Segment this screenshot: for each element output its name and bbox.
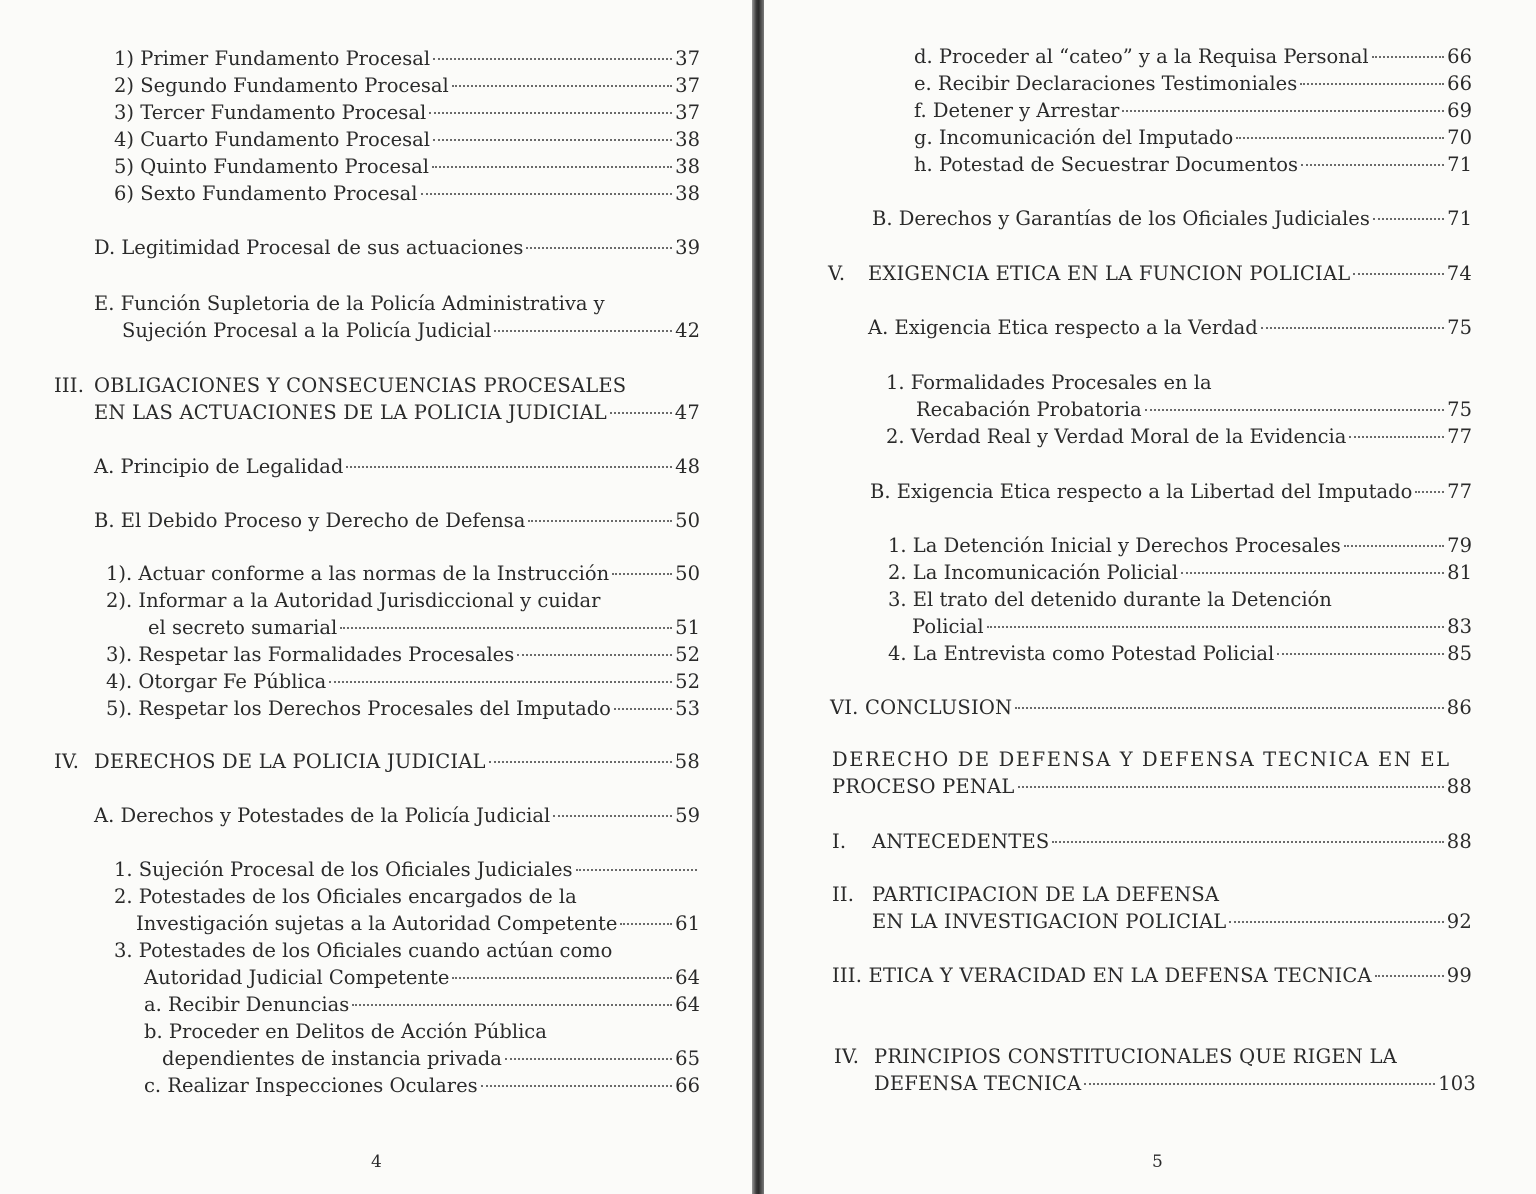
- toc-entry-title: 1. La Detención Inicial y Derechos Procesales: [888, 534, 1341, 557]
- toc-entry-title: PRINCIPIOS CONSTITUCIONALES QUE RIGEN LA: [874, 1045, 1397, 1068]
- toc-page-number: 48: [675, 455, 700, 478]
- toc-page-number: 75: [1447, 398, 1472, 421]
- toc-page-number: 58: [674, 750, 700, 773]
- toc-entry: [870, 478, 1472, 505]
- toc-entry: [54, 372, 626, 399]
- toc-entry-title: PARTICIPACION DE LA DEFENSA: [872, 883, 1220, 906]
- toc-entry-title: d. Proceder al “cateo” y a la Requisa Personal: [914, 45, 1369, 68]
- toc-entry: [888, 640, 1472, 667]
- toc-entry: [122, 317, 700, 344]
- toc-entry: [144, 1072, 700, 1099]
- toc-page-number: 88: [1446, 830, 1472, 853]
- dot-leader: [620, 923, 672, 925]
- toc-entry-title: f. Detener y Arrestar: [914, 99, 1120, 122]
- dot-leader: [433, 58, 672, 60]
- toc-page-number: 81: [1447, 561, 1472, 584]
- toc-page-number: 65: [675, 1047, 700, 1070]
- toc-entry-title-continued: Autoridad Judicial Competente: [144, 966, 450, 989]
- dot-leader: [1300, 83, 1444, 85]
- toc-entry-title-continued: Sujeción Procesal a la Policía Judicial: [122, 319, 492, 342]
- dot-leader: [1301, 164, 1444, 166]
- dot-leader: [576, 869, 698, 871]
- toc-entry-title: 2. La Incomunicación Policial: [888, 561, 1179, 584]
- toc-entry: [868, 314, 1472, 341]
- section-number: I.: [832, 830, 847, 853]
- book-gutter: [752, 0, 764, 1194]
- toc-entry-title: 5). Respetar los Derechos Procesales del Imputado: [106, 697, 611, 720]
- toc-page-number: 61: [675, 912, 700, 935]
- toc-entry-title: 2. Verdad Real y Verdad Moral de la Evidencia: [886, 425, 1347, 448]
- toc-entry: [834, 1043, 1397, 1070]
- dot-leader: [340, 627, 672, 629]
- toc-entry-title: ANTECEDENTES: [872, 830, 1050, 853]
- toc-entry-title: A. Derechos y Potestades de la Policía Judicial: [94, 804, 551, 827]
- dot-leader: [1373, 218, 1444, 220]
- toc-page-number: 52: [675, 643, 700, 666]
- dot-leader: [489, 761, 672, 763]
- toc-entry: [832, 881, 1219, 908]
- toc-entry: [872, 908, 1472, 935]
- toc-entry-title-continued: EN LAS ACTUACIONES DE LA POLICIA JUDICIAL: [94, 401, 607, 424]
- toc-entry-title: e. Recibir Declaraciones Testimoniales: [914, 72, 1298, 95]
- toc-entry: [114, 45, 700, 72]
- toc-page-number: 59: [675, 804, 700, 827]
- toc-page-number: 38: [675, 155, 700, 178]
- dot-leader: [481, 1085, 673, 1087]
- dot-leader: [1415, 491, 1444, 493]
- toc-entry-title: 3. Potestades de los Oficiales cuando actúan como: [114, 939, 613, 962]
- toc-entry-title: 1. Formalidades Procesales en la: [886, 371, 1212, 394]
- toc-page-number: 66: [1447, 72, 1472, 95]
- dot-leader: [1236, 137, 1444, 139]
- toc-page-number: 51: [675, 616, 700, 639]
- dot-leader: [452, 85, 672, 87]
- toc-entry-title-continued: EN LA INVESTIGACION POLICIAL: [872, 910, 1227, 933]
- toc-entry-title: D. Legitimidad Procesal de sus actuaciones: [94, 236, 524, 259]
- toc-entry-title: DERECHO DE DEFENSA Y DEFENSA TECNICA EN EL: [832, 748, 1451, 771]
- toc-entry: [106, 695, 700, 722]
- toc-page-number: 53: [675, 697, 700, 720]
- toc-page-number: 99: [1446, 964, 1472, 987]
- toc-page-number: 38: [675, 182, 700, 205]
- toc-entry: [914, 70, 1472, 97]
- toc-entry-title: 1. Sujeción Procesal de los Oficiales Judiciales: [114, 858, 573, 881]
- toc-entry-title: g. Incomunicación del Imputado: [914, 126, 1234, 149]
- toc-entry: [114, 126, 700, 153]
- toc-entry-title: 3. El trato del detenido durante la Detención: [888, 588, 1332, 611]
- toc-entry-title-continued: Investigación sujetas a la Autoridad Competente: [136, 912, 618, 935]
- toc-entry: [144, 991, 700, 1018]
- right-page: [764, 0, 1536, 1194]
- toc-page-number: 71: [1447, 153, 1472, 176]
- dot-leader: [1181, 572, 1444, 574]
- toc-entry-title: h. Potestad de Secuestrar Documentos: [914, 153, 1299, 176]
- toc-entry: [94, 507, 700, 534]
- toc-page-number: 79: [1447, 534, 1472, 557]
- toc-entry: [914, 43, 1472, 70]
- toc-page-number: 66: [675, 1074, 700, 1097]
- toc-page-number: 70: [1447, 126, 1472, 149]
- toc-page-number: 37: [675, 101, 700, 124]
- toc-entry-title-continued: Policial: [912, 615, 984, 638]
- page-number-left: 4: [371, 1152, 382, 1172]
- dot-leader: [505, 1058, 672, 1060]
- toc-entry-title: b. Proceder en Delitos de Acción Pública: [144, 1020, 547, 1043]
- dot-leader: [433, 139, 672, 141]
- toc-entry-title: B. Exigencia Etica respecto a la Libertad del Imputado: [870, 480, 1413, 503]
- toc-entry: [94, 399, 700, 426]
- toc-entry: [912, 613, 1472, 640]
- dot-leader: [1229, 921, 1443, 923]
- dot-leader: [421, 193, 673, 195]
- toc-entry: [114, 99, 700, 126]
- toc-entry-title: 2) Segundo Fundamento Procesal: [114, 74, 449, 97]
- toc-entry-title-continued: PROCESO PENAL: [832, 775, 1015, 798]
- dot-leader: [432, 166, 672, 168]
- dot-leader: [1375, 975, 1444, 977]
- dot-leader: [1052, 841, 1443, 843]
- toc-entry: [888, 532, 1472, 559]
- toc-page-number: 50: [675, 562, 700, 585]
- dot-leader: [614, 708, 672, 710]
- dot-leader: [526, 247, 672, 249]
- section-number: IV.: [54, 750, 80, 773]
- toc-entry: [872, 205, 1472, 232]
- toc-entry: [106, 668, 700, 695]
- toc-page-number: 52: [675, 670, 700, 693]
- dot-leader: [346, 466, 672, 468]
- page-number-right: 5: [1152, 1152, 1163, 1172]
- dot-leader: [1122, 110, 1444, 112]
- toc-entry: [94, 453, 700, 480]
- toc-entry-title: 2. Potestades de los Oficiales encargados de la: [114, 885, 577, 908]
- toc-entry-title: 6) Sexto Fundamento Procesal: [114, 182, 418, 205]
- toc-entry-title-continued: el secreto sumarial: [148, 616, 338, 639]
- dot-leader: [553, 815, 672, 817]
- toc-entry: [114, 180, 700, 207]
- dot-leader: [517, 654, 672, 656]
- toc-entry-title: 2). Informar a la Autoridad Jurisdiccional y cuidar: [106, 589, 601, 612]
- toc-entry-title: a. Recibir Denuncias: [144, 993, 350, 1016]
- toc-entry-title: VI. CONCLUSION: [830, 696, 1013, 719]
- toc-page-number: 37: [675, 47, 700, 70]
- left-page: [0, 0, 752, 1194]
- toc-entry: [106, 560, 700, 587]
- toc-entry-title: 4). Otorgar Fe Pública: [106, 670, 327, 693]
- toc-page-number: 86: [1446, 696, 1472, 719]
- toc-page-number: 50: [675, 509, 700, 532]
- toc-page-number: 92: [1446, 910, 1472, 933]
- toc-entry: [144, 964, 700, 991]
- dot-leader: [1372, 56, 1445, 58]
- toc-entry-title: III. ETICA Y VERACIDAD EN LA DEFENSA TECNICA: [832, 964, 1372, 987]
- toc-entry-title: B. Derechos y Garantías de los Oficiales Judiciales: [872, 207, 1370, 230]
- toc-entry: [914, 151, 1472, 178]
- toc-entry-title: B. El Debido Proceso y Derecho de Defensa: [94, 509, 526, 532]
- toc-entry: [136, 910, 700, 937]
- toc-page-number: 37: [675, 74, 700, 97]
- toc-entry: [94, 802, 700, 829]
- toc-entry-title-continued: Recabación Probatoria: [916, 398, 1142, 421]
- toc-entry: [114, 72, 700, 99]
- toc-entry-title: DERECHOS DE LA POLICIA JUDICIAL: [94, 750, 486, 773]
- section-number: II.: [832, 883, 855, 906]
- toc-page-number: 83: [1447, 615, 1472, 638]
- dot-leader: [329, 681, 672, 683]
- toc-entry: [114, 856, 700, 883]
- toc-page-number: 77: [1447, 480, 1472, 503]
- section-number: III.: [54, 374, 85, 397]
- toc-page-number: 74: [1446, 262, 1472, 285]
- section-number: V.: [828, 262, 846, 285]
- toc-entry-title: 1). Actuar conforme a las normas de la Instrucción: [106, 562, 610, 585]
- toc-page-number: 64: [675, 993, 700, 1016]
- dot-leader: [494, 330, 672, 332]
- toc-page-number: 38: [675, 128, 700, 151]
- toc-entry-title: 1) Primer Fundamento Procesal: [114, 47, 431, 70]
- dot-leader: [987, 626, 1445, 628]
- dot-leader: [610, 412, 672, 414]
- toc-entry: [106, 641, 700, 668]
- dot-leader: [1145, 409, 1445, 411]
- dot-leader: [1349, 436, 1444, 438]
- dot-leader: [452, 977, 672, 979]
- dot-leader: [528, 520, 672, 522]
- toc-entry-title: 4) Cuarto Fundamento Procesal: [114, 128, 431, 151]
- toc-entry-title: 3) Tercer Fundamento Procesal: [114, 101, 427, 124]
- toc-page-number: 69: [1447, 99, 1472, 122]
- toc-entry: [828, 260, 1472, 287]
- toc-page-number: 47: [674, 401, 700, 424]
- dot-leader: [1015, 707, 1443, 709]
- toc-page-number: 75: [1447, 316, 1472, 339]
- toc-page-number: 71: [1447, 207, 1472, 230]
- toc-page-number: 42: [675, 319, 700, 342]
- toc-entry-title: 4. La Entrevista como Potestad Policial: [888, 642, 1275, 665]
- dot-leader: [1277, 653, 1444, 655]
- toc-entry: [914, 124, 1472, 151]
- dot-leader: [1018, 786, 1444, 788]
- section-number: IV.: [834, 1045, 860, 1068]
- toc-page-number: 88: [1446, 775, 1472, 798]
- toc-page-number: 77: [1447, 425, 1472, 448]
- dot-leader: [1261, 327, 1444, 329]
- toc-entry: [148, 614, 700, 641]
- toc-entry-title: E. Función Supletoria de la Policía Administrativa y: [94, 292, 605, 315]
- toc-entry-title-continued: dependientes de instancia privada: [162, 1047, 502, 1070]
- toc-entry: [916, 396, 1472, 423]
- toc-page-number: 66: [1447, 45, 1472, 68]
- toc-entry: [114, 153, 700, 180]
- toc-entry-title: A. Principio de Legalidad: [94, 455, 344, 478]
- dot-leader: [352, 1004, 672, 1006]
- toc-page-number: 85: [1447, 642, 1472, 665]
- toc-entry: [830, 694, 1472, 721]
- toc-entry-title: 5) Quinto Fundamento Procesal: [114, 155, 429, 178]
- toc-entry: [886, 423, 1472, 450]
- toc-entry: [54, 748, 700, 775]
- toc-entry-title: EXIGENCIA ETICA EN LA FUNCION POLICIAL: [868, 262, 1351, 285]
- toc-entry-title: 3). Respetar las Formalidades Procesales: [106, 643, 515, 666]
- toc-entry-title: c. Realizar Inspecciones Oculares: [144, 1074, 478, 1097]
- dot-leader: [1344, 545, 1444, 547]
- dot-leader: [1084, 1083, 1435, 1085]
- dot-leader: [1353, 273, 1443, 275]
- toc-entry: [832, 962, 1472, 989]
- toc-entry-title: A. Exigencia Etica respecto a la Verdad: [868, 316, 1258, 339]
- dot-leader: [429, 112, 672, 114]
- toc-page-number: 64: [675, 966, 700, 989]
- toc-entry: [874, 1070, 1476, 1097]
- toc-page-number: 39: [675, 236, 700, 259]
- toc-entry: [162, 1045, 700, 1072]
- toc-entry: [832, 828, 1472, 855]
- toc-entry-title-continued: DEFENSA TECNICA: [874, 1072, 1082, 1095]
- toc-entry: [832, 773, 1472, 800]
- toc-entry: [914, 97, 1472, 124]
- toc-entry-title: OBLIGACIONES Y CONSECUENCIAS PROCESALES: [94, 374, 627, 397]
- toc-entry: [94, 234, 700, 261]
- toc-page-number: 103: [1438, 1072, 1476, 1095]
- dot-leader: [612, 573, 672, 575]
- toc-entry: [888, 559, 1472, 586]
